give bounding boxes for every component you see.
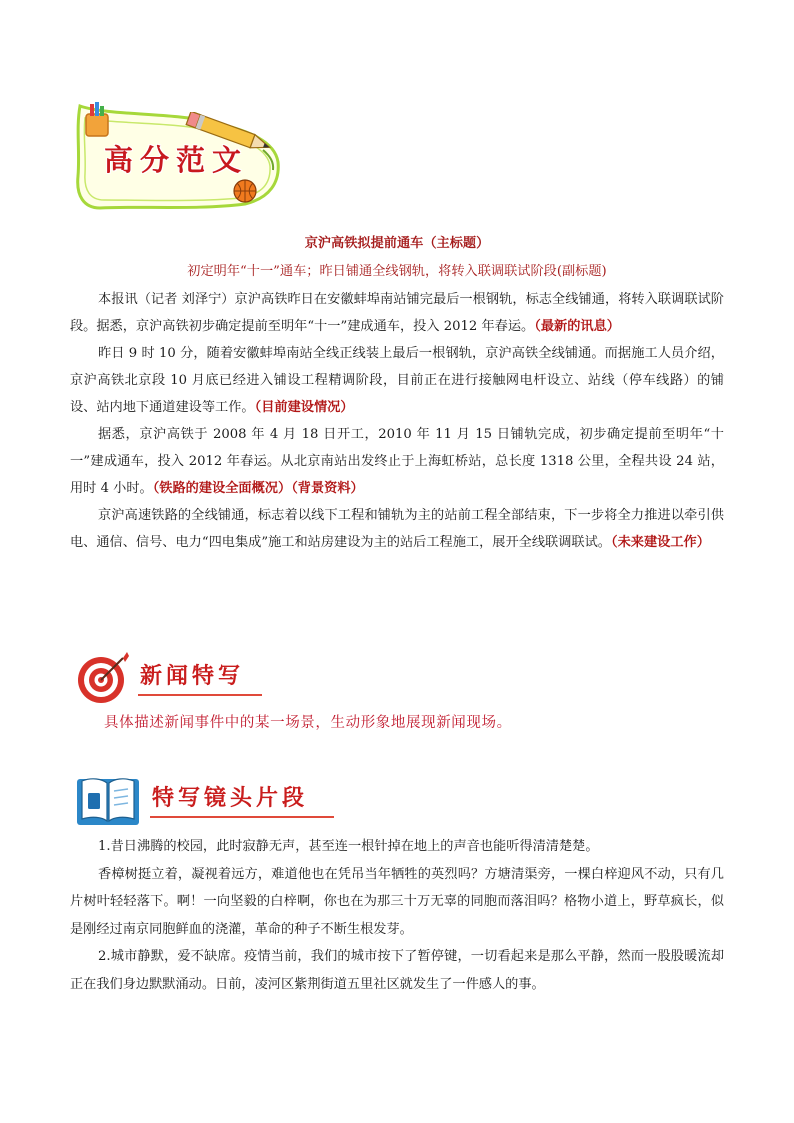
paragraph-annotation: （未来建设工作） bbox=[610, 535, 710, 550]
sample-paragraph: 1.昔日沸腾的校园，此时寂静无声，甚至连一根针掉在地上的声音也能听得清清楚楚。 bbox=[98, 839, 599, 854]
section-title-underline bbox=[138, 694, 262, 696]
article-paragraph bbox=[70, 421, 724, 502]
paragraph-text: 昨日 9 时 10 分，随着安徽蚌埠南站全线正线装上最后一根钢轨，京沪高铁全线铺通。而据施工人员介绍，京沪高铁北京段 10 月底已经进入铺设工程精调阶段，目前正在进行接触网电杆设立、站线（停车线路）的铺设、站内地下通道建设等工作。 bbox=[70, 346, 724, 415]
target-icon bbox=[75, 650, 131, 706]
sample-paragraph: 香樟树挺立着，凝视着远方，难道他也在凭吊当年牺牲的英烈吗？方塘清渠旁，一棵白梓迎风不动，只有几片树叶轻轻落下。啊！一向坚毅的白梓啊，你也在为那三十万无辜的同胞而落泪吗？格物小道上，野草疯长，似是刚经过南京同胞鲜血的浇灌，革命的种子不断生根发芽。 bbox=[70, 866, 724, 937]
article-subhead: 初定明年“十一”通车；昨日铺通全线钢轨，将转入联调联试阶段(副标题) bbox=[187, 264, 607, 279]
paragraph-annotation-secondary: （背景资料） bbox=[291, 481, 364, 496]
paragraph-annotation: （最新的讯息） bbox=[534, 319, 620, 334]
paragraph-annotation: （铁路的建设全面概况） bbox=[152, 481, 292, 496]
section-description: 具体描述新闻事件中的某一场景，生动形象地展现新闻现场。 bbox=[104, 715, 512, 731]
pencil-cup-icon bbox=[80, 100, 114, 138]
basketball-icon bbox=[232, 178, 258, 204]
sample-passages bbox=[70, 833, 724, 998]
open-book-icon bbox=[74, 771, 142, 829]
paragraph-text: 据悉，京沪高铁于 2008 年 4 月 18 日开工，2010 年 11 月 15 日铺轨完成，初步确定提前至明年“十一”建成通车，投入 2012 年春运。从北京南站出发终止于上海虹桥站，总长度 1318 公里，全程共设 24 站，用时 4 小时。 bbox=[70, 427, 724, 496]
section-title-news-feature: 新闻特写 bbox=[140, 663, 245, 689]
article-paragraph bbox=[70, 286, 724, 340]
news-article bbox=[70, 232, 724, 556]
section-title-closeup-samples: 特写镜头片段 bbox=[152, 785, 309, 811]
sample-paragraph: 2.城市静默，爱不缺席。疫情当前，我们的城市按下了暂停键，一切看起来是那么平静，然而一股股暖流却正在我们身边默默涌动。日前，凌河区紫荆街道五里社区就发生了一件感人的事。 bbox=[70, 949, 724, 992]
article-paragraph bbox=[70, 340, 724, 421]
paragraph-annotation: （目前建设情况） bbox=[254, 400, 354, 415]
banner-title: 高分范文 bbox=[104, 143, 249, 177]
article-paragraph bbox=[70, 502, 724, 556]
paragraph-text: 本报讯（记者 刘泽宁）京沪高铁昨日在安徽蚌埠南站铺完最后一根钢轨，标志全线铺通，将转入联调联试阶段。据悉，京沪高铁初步确定提前至明年“十一”建成通车，投入 2012 年春运。 bbox=[70, 292, 724, 334]
paragraph-text: 京沪高速铁路的全线铺通，标志着以线下工程和铺轨为主的站前工程全部结束，下一步将全力推进以牵引供电、通信、信号、电力“四电集成”施工和站房建设为主的站后工程施工，展开全线联调联试。 bbox=[70, 508, 724, 550]
article-headline: 京沪高铁拟提前通车（主标题） bbox=[304, 236, 490, 251]
section-title-underline bbox=[150, 816, 334, 818]
